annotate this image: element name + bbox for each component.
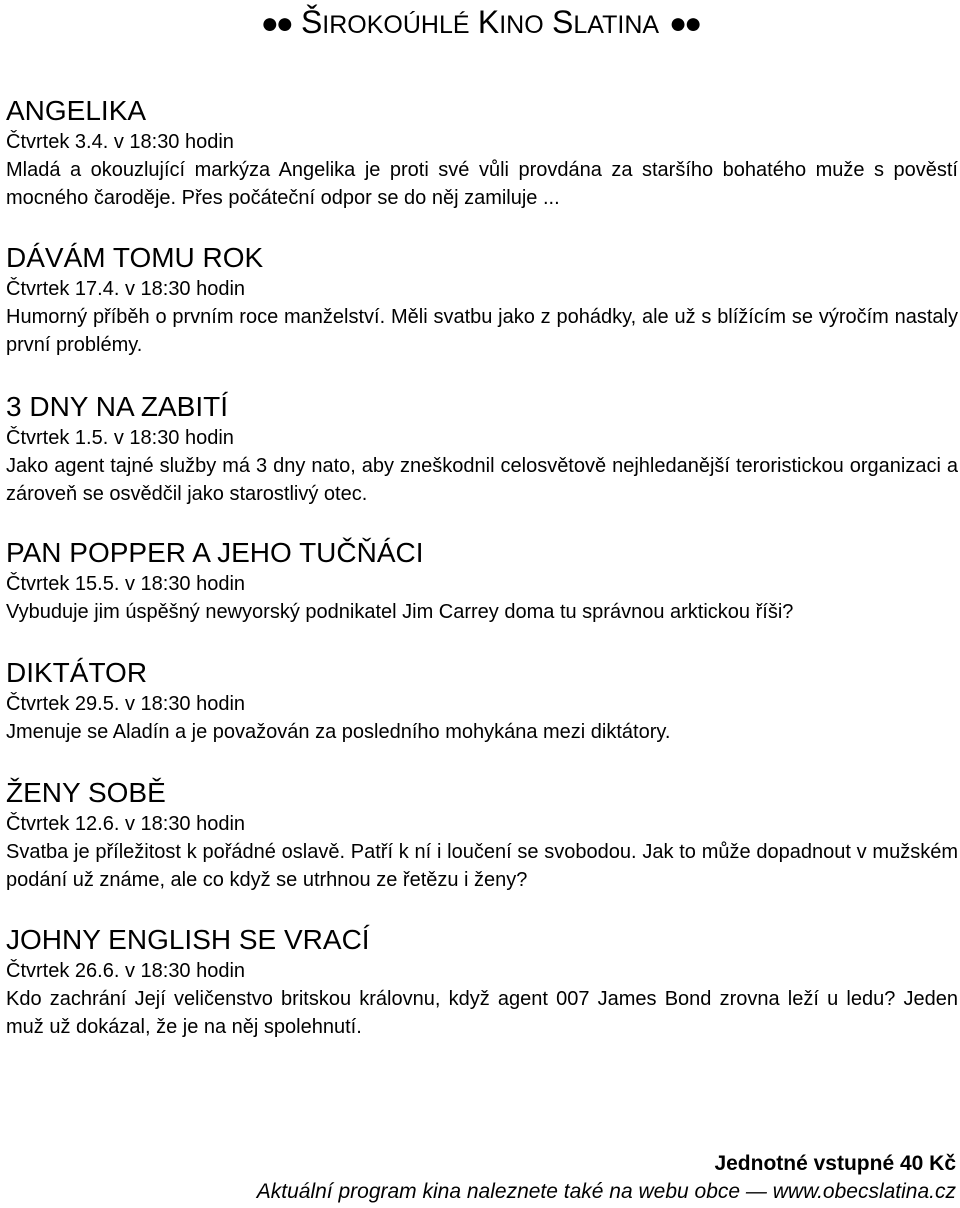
page-title (0, 0, 960, 48)
movie-date: Čtvrtek 3.4. (6, 131, 109, 153)
title-word-3: LATINA (573, 11, 660, 39)
title-word-1: IROKOÚHLÉ (322, 11, 470, 39)
title-initial-1: Š (300, 4, 323, 40)
movie-date: Čtvrtek 12.6. (6, 813, 120, 835)
movie-date: Čtvrtek 17.4. (6, 278, 120, 300)
movie-date: Čtvrtek 29.5. (6, 693, 120, 715)
movie-diktator (6, 656, 958, 746)
movie-time: v 18:30 hodin (124, 813, 246, 835)
movie-description: Humorný příběh o prvním roce manželství. Měli svatbu jako z pohádky, ale už s blížícím se výročím nastaly první problémy. (6, 306, 958, 356)
movie-davam-tomu-rok (6, 241, 958, 359)
movie-time: v 18:30 hodin (113, 131, 234, 153)
movie-title: ANGELIKA (6, 95, 147, 126)
movie-title: JOHNY ENGLISH SE VRACÍ (6, 924, 370, 955)
movie-showtime (6, 957, 958, 985)
movie-time: v 18:30 hodin (124, 693, 246, 715)
movie-description: Svatba je příležitost k pořádné oslavě. Patří k ní i loučení se svobodou. Jak to může dopadnout v mužském podání už známe, ale co když se utrhnou ze řetězu i ženy? (6, 841, 958, 891)
movie-johny-english (6, 923, 958, 1041)
movie-date: Čtvrtek 15.5. (6, 573, 120, 595)
movie-showtime (6, 690, 958, 718)
movie-description: Jako agent tajné služby má 3 dny nato, aby zneškodnil celosvětově nejhledanější teroristickou organizaci a zároveň se osvědčil jako starostlivý otec. (6, 455, 958, 505)
title-initial-3: S (552, 4, 574, 40)
movie-time: v 18:30 hodin (113, 427, 234, 449)
movie-angelika (6, 94, 958, 212)
movie-title: ŽENY SOBĚ (6, 777, 166, 808)
movie-title: DÁVÁM TOMU ROK (6, 242, 264, 273)
movie-time: v 18:30 hodin (124, 960, 246, 982)
movie-showtime (6, 424, 958, 452)
movie-description: Mladá a okouzlující markýza Angelika je proti své vůli provdána za staršího bohatého muže s pověstí mocného čaroděje. Přes počáteční odpor se do něj zamiluje ... (6, 159, 958, 209)
movie-date: Čtvrtek 26.6. (6, 960, 120, 982)
bullet-icon-right: ●● (669, 7, 700, 40)
bullet-icon-left: ●● (260, 7, 291, 40)
movie-showtime (6, 570, 958, 598)
movie-showtime (6, 810, 958, 838)
movie-title: DIKTÁTOR (6, 657, 148, 688)
movie-description: Jmenuje se Aladín a je považován za posledního mohykána mezi diktátory. (6, 721, 671, 743)
movie-pan-popper (6, 536, 958, 626)
ticket-price: Jednotné vstupné 40 Kč (714, 1152, 956, 1175)
website-note: Aktuální program kina naleznete také na webu obce — www.obecslatina.cz (256, 1180, 956, 1203)
movie-zeny-sobe (6, 776, 958, 894)
movie-showtime (6, 275, 958, 303)
movie-description: Vybuduje jim úspěšný newyorský podnikatel Jim Carrey doma tu správnou arktickou říši? (6, 601, 794, 623)
movie-description: Kdo zachrání Její veličenstvo britskou královnu, když agent 007 James Bond zrovna leží u ledu? Jeden muž už dokázal, že je na něj spolehnutí. (6, 988, 958, 1038)
movie-date: Čtvrtek 1.5. (6, 427, 109, 449)
movie-showtime (6, 128, 958, 156)
movie-3-dny-na-zabiti (6, 390, 958, 508)
title-initial-2: K (477, 4, 500, 40)
movie-time: v 18:30 hodin (124, 278, 246, 300)
movie-title: PAN POPPER A JEHO TUČŇÁCI (6, 537, 424, 568)
movie-title: 3 DNY NA ZABITÍ (6, 391, 228, 422)
movie-time: v 18:30 hodin (124, 573, 246, 595)
title-word-2: INO (499, 11, 544, 39)
